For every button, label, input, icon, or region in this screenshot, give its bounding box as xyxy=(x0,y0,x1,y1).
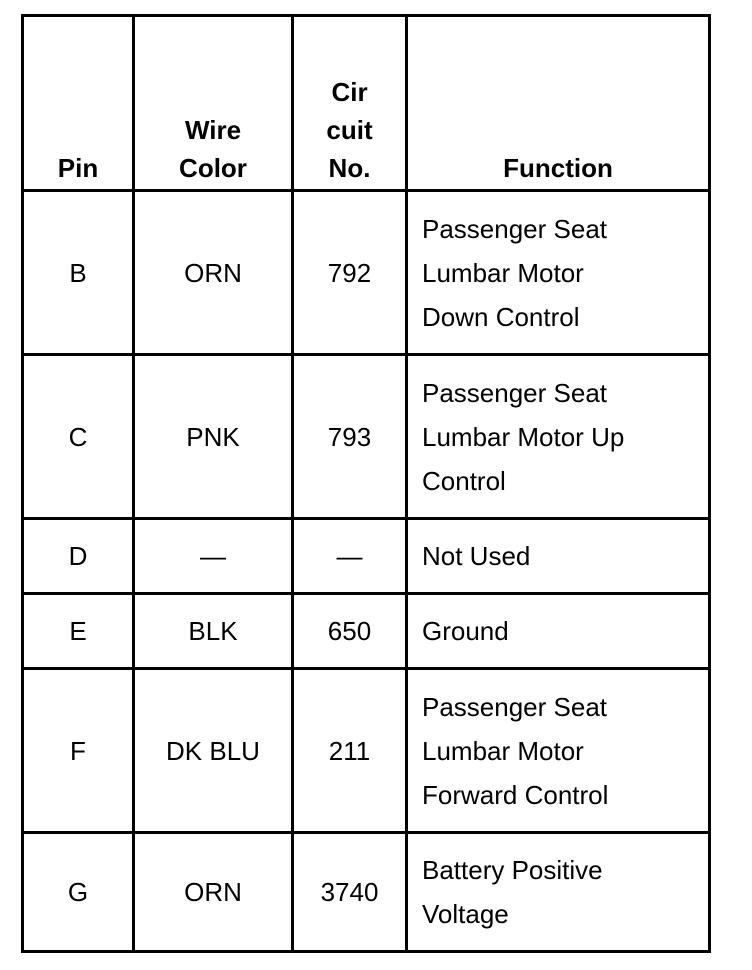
table-row xyxy=(23,594,710,669)
header-circuit-no xyxy=(293,16,407,191)
circuit-cell: 211 xyxy=(293,669,407,833)
pin-cell: D xyxy=(23,519,134,594)
header-circuit-line-3: No. xyxy=(328,153,371,183)
header-wire-line-1: Wire xyxy=(184,115,242,145)
header-pin: Pin xyxy=(23,16,134,191)
wire-color-cell: DK BLU xyxy=(134,669,293,833)
function-cell: Passenger Seat Lumbar Motor Down Control xyxy=(407,191,710,355)
table-row xyxy=(23,355,710,519)
header-wire-line-2: Color xyxy=(179,153,247,183)
circuit-cell: 650 xyxy=(293,594,407,669)
function-cell: Ground xyxy=(407,594,710,669)
wire-color-cell: — xyxy=(134,519,293,594)
circuit-cell: — xyxy=(293,519,407,594)
table-row xyxy=(23,833,710,952)
pin-cell: C xyxy=(23,355,134,519)
header-circuit-line-1: Cir xyxy=(331,77,368,107)
circuit-cell: 792 xyxy=(293,191,407,355)
table-row xyxy=(23,669,710,833)
wire-color-cell: ORN xyxy=(134,833,293,952)
function-cell: Passenger Seat Lumbar Motor Up Control xyxy=(407,355,710,519)
header-row xyxy=(23,16,710,191)
function-cell: Not Used xyxy=(407,519,710,594)
pin-cell: E xyxy=(23,594,134,669)
function-cell: Battery Positive Voltage xyxy=(407,833,710,952)
pin-table xyxy=(21,14,711,953)
wire-color-cell: BLK xyxy=(134,594,293,669)
pin-cell: B xyxy=(23,191,134,355)
pin-cell: F xyxy=(23,669,134,833)
wire-color-cell: ORN xyxy=(134,191,293,355)
circuit-cell: 3740 xyxy=(293,833,407,952)
table-row xyxy=(23,519,710,594)
table-row xyxy=(23,191,710,355)
pin-cell: G xyxy=(23,833,134,952)
circuit-cell: 793 xyxy=(293,355,407,519)
header-wire-color xyxy=(134,16,293,191)
header-function: Function xyxy=(407,16,710,191)
header-circuit-line-2: cuit xyxy=(326,115,373,145)
wire-color-cell: PNK xyxy=(134,355,293,519)
function-cell: Passenger Seat Lumbar Motor Forward Control xyxy=(407,669,710,833)
